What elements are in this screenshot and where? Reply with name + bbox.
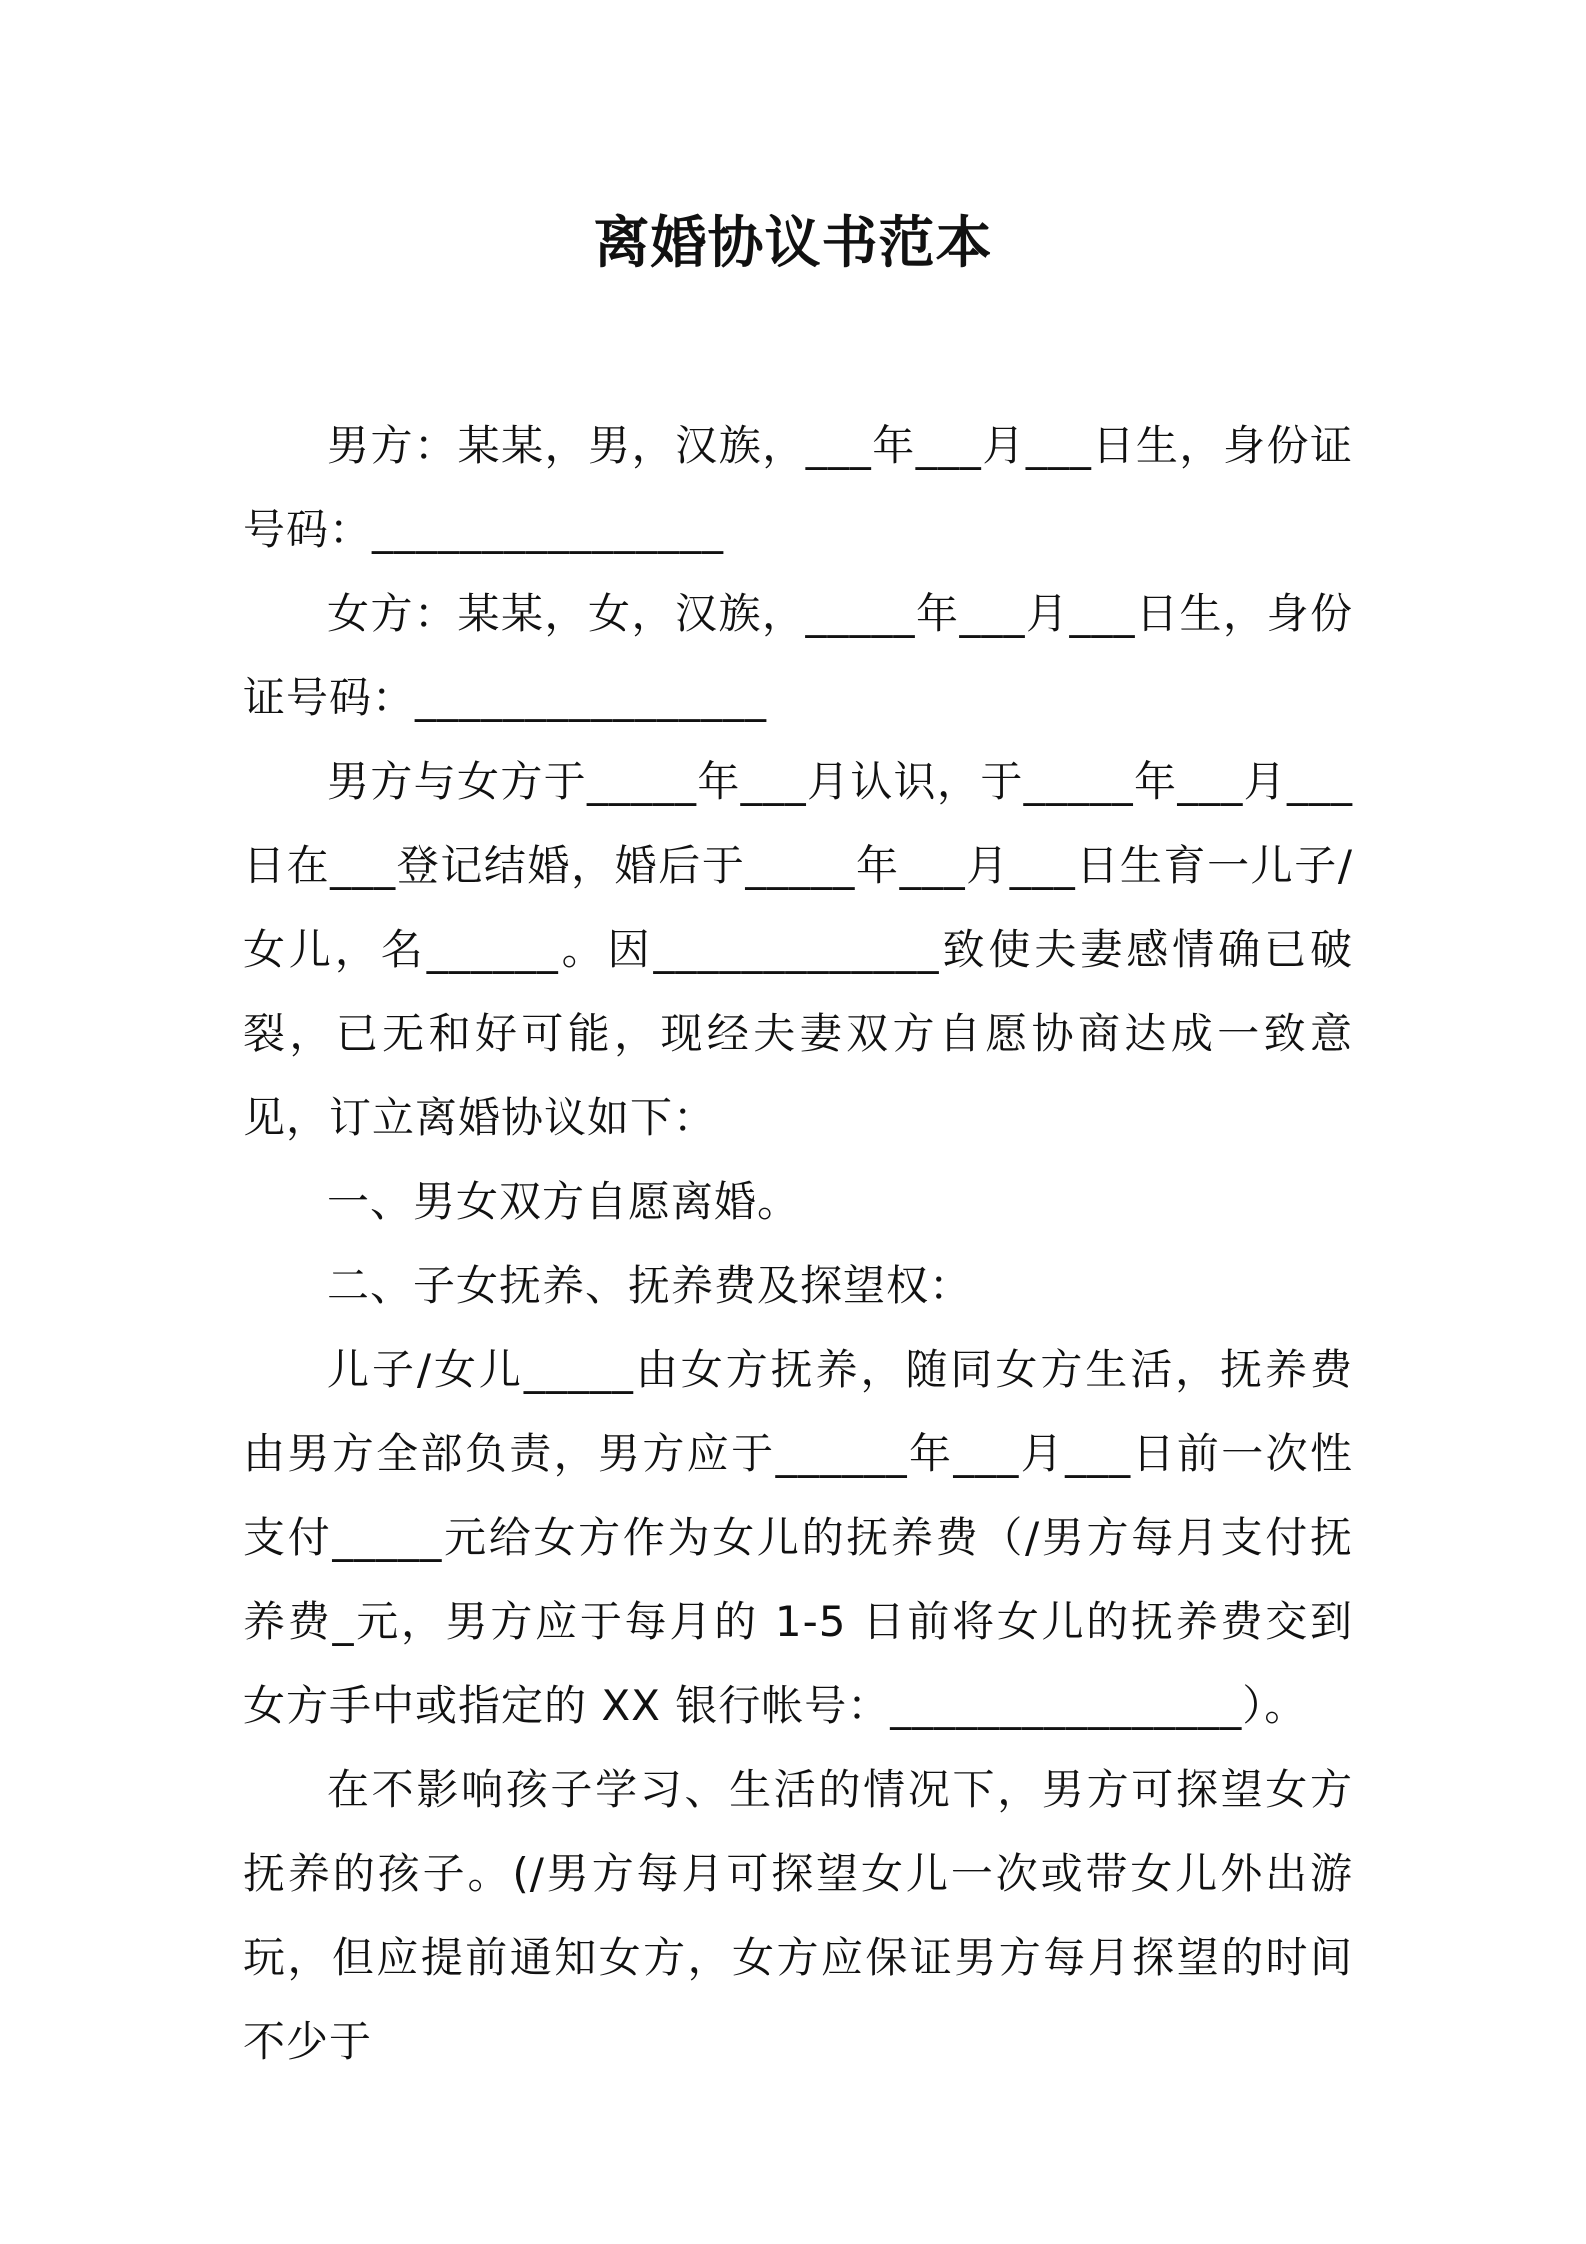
paragraph-background: 男方与女方于_____年___月认识，于_____年___月___日在___登记结婚，婚后于_____年___月___日生育一儿子/女儿，名______。因_____________致使夫妻感情确已破裂，已无和好可能，现经夫妻双方自愿协商达成一致意见，订立离婚协议如下： [243,757,1353,1142]
paragraph-visitation: 在不影响孩子学习、生活的情况下，男方可探望女方抚养的孩子。(/男方每月可探望女儿一次或带女儿外出游玩，但应提前通知女方，女方应保证男方每月探望的时间不少于 [243,1765,1353,2066]
paragraph-male-party: 男方：某某，男，汉族，___年___月___日生，身份证号码：________________ [243,421,1353,554]
paragraph-clause-1: 一、男女双方自愿离婚。 [327,1177,801,1226]
document-body [243,404,1353,2084]
paragraph-female-party: 女方：某某，女，汉族，_____年___月___日生，身份证号码：________________ [243,589,1353,722]
document-title: 离婚协议书范本 [593,211,993,276]
paragraph-child-support: 儿子/女儿_____由女方抚养，随同女方生活，抚养费由男方全部负责，男方应于______年___月___日前一次性支付_____元给女方作为女儿的抚养费（/男方每月支付抚养费_元，男方应于每月的 1-5 日前将女儿的抚养费交到女方手中或指定的 XX 银行帐号：________________）。 [243,1345,1353,1730]
paragraph-clause-2-heading: 二、子女抚养、抚养费及探望权： [327,1261,973,1310]
